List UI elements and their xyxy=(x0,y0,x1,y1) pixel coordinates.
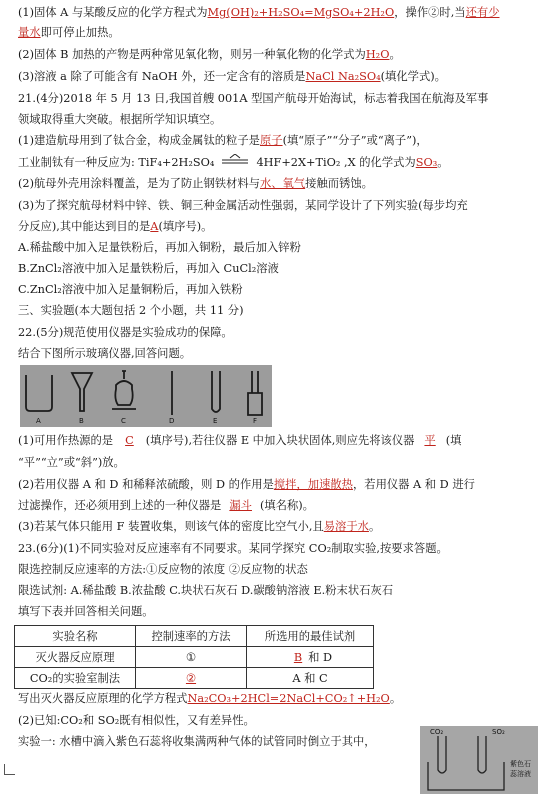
answer: SO₃ xyxy=(415,156,438,169)
answer: 平 xyxy=(424,434,436,447)
line-25: 限选试剂: A.稀盐酸 B.浓盐酸 C.块状石灰石 D.碳酸钠溶液 E.粉末状石灰石 xyxy=(18,584,394,597)
figure-label: E xyxy=(213,417,218,425)
text: (2)固体 B 加热的产物是两种常见氧化物，则另一种氧化物的化学式为 xyxy=(18,48,366,61)
text: 过滤操作，还必须用到上述的一种仪器是 xyxy=(18,499,222,512)
photo-label-so2: SO₂ xyxy=(492,728,505,736)
text: (3)溶液 a 除了可能含有 NaOH 外，还一定含有的溶质是 xyxy=(18,70,306,83)
line-14: C.ZnCl₂溶液中加入足量铜粉后，再加入铁粉 xyxy=(18,283,243,296)
text: (2)航母外壳用涂料覆盖，是为了防止钢铁材料与 xyxy=(18,177,260,190)
table-cell: CO₂的实验室制法 xyxy=(15,668,136,689)
answer: B xyxy=(293,651,303,664)
table-row xyxy=(15,647,374,668)
figure-label: B xyxy=(79,417,84,425)
line-8 xyxy=(18,154,532,172)
table-cell xyxy=(136,668,247,689)
line-6: 领域取得重大突破。根据所学知识填空。 xyxy=(18,113,222,126)
text: (填“原子”“分子”或“离子”)， xyxy=(282,134,428,147)
text: 工业制钛有一种反应为: TiF₄+2H₂SO₄ xyxy=(18,156,215,169)
glassware-figure xyxy=(20,365,272,427)
photo-label-side: 紫色石 xyxy=(510,760,531,768)
answer: 量水 xyxy=(18,26,41,39)
table-cell xyxy=(247,647,374,668)
heat-equal-sign-icon xyxy=(220,154,250,172)
line-2 xyxy=(18,24,532,42)
line-11 xyxy=(18,218,532,236)
line-17: 结合下图所示玻璃仪器,回答问题。 xyxy=(18,347,192,360)
answer: 还有少 xyxy=(465,6,500,19)
text: 分反应),其中能达到目的是 xyxy=(18,220,151,233)
line-21 xyxy=(18,497,532,515)
answer: Mg(OH)₂+H₂SO₄=MgSO₄+2H₂O xyxy=(207,6,395,19)
text: 写出灭火器反应原理的化学方程式 xyxy=(18,692,188,705)
line-3 xyxy=(18,46,532,64)
text: (2)若用仪器 A 和 D 和稀释浓硫酸，则 D 的作用是 xyxy=(18,478,274,491)
table-header-row xyxy=(15,626,374,647)
table-cell: 灭火器反应原理 xyxy=(15,647,136,668)
line-15: 三、实验题(本大题包括 2 个小题，共 11 分) xyxy=(18,304,244,317)
line-7 xyxy=(18,132,532,150)
line-27 xyxy=(18,690,532,708)
text: 接触而锈蚀。 xyxy=(305,177,373,190)
text: (3)若某气体只能用 F 装置收集，则该气体的密度比空气小,且 xyxy=(18,520,324,533)
line-18 xyxy=(18,432,532,450)
answer: H₂O xyxy=(365,48,390,61)
text: 即可停止加热。 xyxy=(40,26,120,39)
text: 。 xyxy=(389,692,402,705)
page-corner-mark xyxy=(4,764,15,775)
line-28: (2)已知:CO₂和 SO₂既有相似性，又有差异性。 xyxy=(18,714,255,727)
answer: A xyxy=(150,220,159,233)
answer: 搅拌，加速散热 xyxy=(273,478,353,491)
line-23: 23.(6分)(1)不同实验对反应速率有不同要求。某同学探究 CO₂制取实验,按要求答题。 xyxy=(18,542,448,555)
photo-label-co2: CO₂ xyxy=(430,728,444,736)
table-cell: ① xyxy=(136,647,247,668)
text: (填名称)。 xyxy=(259,499,314,512)
text: ，操作②时,当 xyxy=(394,6,466,19)
line-16: 22.(5分)规范使用仪器是实验成功的保障。 xyxy=(18,326,233,339)
line-12: A.稀盐酸中加入足量铁粉后，再加入铜粉，最后加入锌粉 xyxy=(18,241,301,254)
text: 和 D xyxy=(308,651,333,664)
line-1 xyxy=(18,4,532,22)
text: 4HF+2X+TiO₂ ,X 的化学式为 xyxy=(256,156,416,169)
line-10: (3)为了探究航母材料中锌、铁、铜三种金属活动性强弱，某同学设计了下列实验(每步均充 xyxy=(18,199,468,212)
answer: C xyxy=(125,434,134,447)
experiment-table xyxy=(14,625,374,689)
text: (填序号)。 xyxy=(158,220,213,233)
text: (1)固体 A 与某酸反应的化学方程式为 xyxy=(18,6,208,19)
line-20 xyxy=(18,476,532,494)
answer: 水、氧气 xyxy=(259,177,306,190)
line-22 xyxy=(18,518,532,536)
table-cell: A 和 C xyxy=(247,668,374,689)
answer: ② xyxy=(185,671,197,685)
line-29: 实验一: 水槽中滴入紫色石蕊将收集满两种气体的试管同时倒立于其中， xyxy=(18,735,376,748)
line-24: 限选控制反应速率的方法:①反应物的浓度 ②反应物的状态 xyxy=(18,563,308,576)
answer: 原子 xyxy=(259,134,283,147)
table-header: 实验名称 xyxy=(15,626,136,647)
line-5: 21.(4分)2018 年 5 月 13 日,我国首艘 001A 型国产航母开始海试，标志着我国在航海及军事 xyxy=(18,92,489,105)
text: (填序号),若往仪器 E 中加入块状固体,则应先将该仪器 xyxy=(145,434,415,447)
figure-label: D xyxy=(169,417,175,425)
table-row xyxy=(15,668,374,689)
answer: 漏斗 xyxy=(229,499,252,512)
text: 。 xyxy=(437,156,449,169)
text: (1)可用作热源的是 xyxy=(18,434,114,447)
experiment-photo xyxy=(420,726,538,794)
line-26: 填写下表并回答相关问题。 xyxy=(18,605,154,618)
text: 。 xyxy=(368,520,381,533)
text: (填 xyxy=(445,434,462,447)
answer: 易溶于水 xyxy=(323,520,369,533)
text: 。 xyxy=(389,48,401,61)
line-19: “平”“立”或“斜”)放。 xyxy=(18,456,125,469)
figure-label: A xyxy=(36,417,41,425)
answer: Na₂CO₃+2HCl=2NaCl+CO₂↑+H₂O xyxy=(187,692,390,705)
line-4 xyxy=(18,68,532,86)
line-13: B.ZnCl₂溶液中加入足量铁粉后，再加入 CuCl₂溶液 xyxy=(18,262,279,275)
text: (1)建造航母用到了钛合金，构成金属钛的粒子是 xyxy=(18,134,260,147)
figure-label: F xyxy=(253,417,258,425)
figure-label: C xyxy=(121,417,126,425)
table-header: 所选用的最佳试剂 xyxy=(247,626,374,647)
text: (填化学式)。 xyxy=(380,70,446,83)
text: ，若用仪器 A 和 D 进行 xyxy=(352,478,475,491)
line-9 xyxy=(18,175,532,193)
table-header: 控制速率的方法 xyxy=(136,626,247,647)
photo-label-side: 蕊溶液 xyxy=(510,770,531,778)
answer: NaCl Na₂SO₄ xyxy=(305,70,381,83)
